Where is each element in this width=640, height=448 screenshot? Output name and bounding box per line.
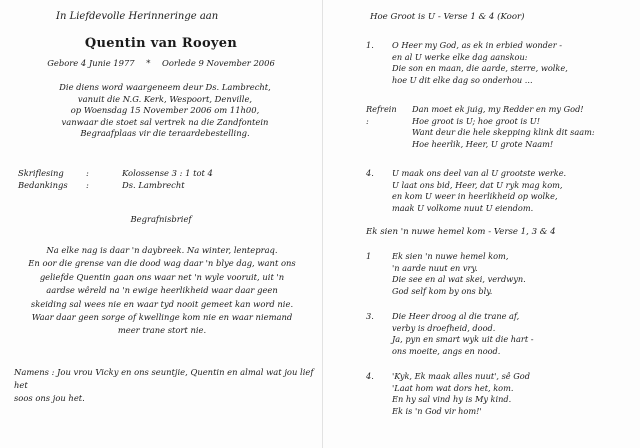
page-fold — [322, 0, 323, 448]
deceased-name: Quentin van Rooyen — [84, 36, 238, 51]
verse-line: U maak ons deel van al U grootste werke. — [392, 168, 567, 178]
family-note — [14, 366, 314, 405]
letter-line: Waar daar geen sorge of kwellinge kom nie en waar niemand — [31, 312, 293, 323]
verse-number: 3. — [366, 311, 374, 321]
service-line: vanuit die N.G. Kerk, Wespoort, Denville, — [77, 93, 253, 104]
verse-line: Die see en al wat skei, verdwyn. — [392, 274, 526, 285]
verse-lines — [392, 168, 566, 214]
letter-line: aardse wêreld na 'n ewige heerlikheid waar daar geen — [46, 285, 278, 296]
note-line: Namens : Jou vrou Vicky en ons seuntjie, Quentin en almal wat jou lief het — [14, 367, 314, 390]
intro-heading: In Liefdevolle Herinneringe aan — [56, 11, 219, 22]
verse-line: hoe U dit elke dag so onderhou ... — [392, 74, 533, 85]
letter-line: meer trane stort nie. — [117, 325, 207, 336]
reading-row — [18, 167, 213, 179]
service-line: Begraafplaas vir die teraardebestelling. — [80, 128, 250, 139]
reading-colon: : — [86, 168, 89, 178]
reading-label: Bedankings — [18, 180, 68, 190]
verse-line: Ek sien 'n nuwe hemel kom, — [392, 251, 509, 261]
hymn-title: Hoe Groot is U - Verse 1 & 4 (Koor) — [370, 12, 525, 22]
letter-line: skeiding sal wees nie en waar tyd nooit gemeet kan word nie. — [30, 298, 294, 309]
verse-line: Hoe groot is U; hoe groot is U! — [412, 115, 540, 126]
reading-label: Skriflesing — [18, 168, 64, 178]
letter-line: geliefde Quentin gaan ons waar net 'n wyle vooruit, uit 'n — [39, 271, 285, 282]
verse-line: maak U volkome nuut U eiendom. — [392, 202, 534, 213]
verse-line: Dan moet ek juig, my Redder en my God! — [412, 104, 584, 114]
verse-line: 'n aarde nuut en vry. — [392, 262, 478, 273]
service-details — [30, 82, 300, 140]
hymn-title: Ek sien 'n nuwe hemel kom - Verse 1, 3 & 4 — [366, 227, 556, 237]
verse-line: Hoe heerlik, Heer, U grote Naam! — [412, 138, 554, 149]
verse-lines — [412, 104, 595, 150]
verse-line: Die Heer droog al die trane af, — [392, 311, 520, 321]
service-line: op Woensdag 15 November 2006 om 11h00, — [70, 105, 260, 116]
letter-line: En oor die grense van die dood wag daar 'n blye dag, want ons — [28, 258, 296, 269]
reading-value: Ds. Lambrecht — [122, 180, 185, 190]
born-date: Gebore 4 Junie 1977 — [47, 58, 135, 68]
date-separator: * — [146, 58, 151, 68]
verse-number: 4. — [366, 371, 374, 381]
verse-line: O Heer my God, as ek in erbied wonder - — [392, 40, 563, 50]
verse-line: U laat ons bid, Heer, dat U ryk mag kom, — [392, 179, 563, 190]
service-line: vanwaar die stoet sal vertrek na die Zandfontein — [61, 116, 269, 127]
verse-lines — [392, 371, 530, 417]
letter-line: Na elke nag is daar 'n daybreek. Na winter, lentepraq. — [46, 245, 278, 255]
verse-line: verby is droefheid, dood. — [392, 322, 496, 333]
verse-lines — [392, 251, 526, 297]
verse-line: Ja, pyn en smart wyk uit die hart - — [392, 334, 534, 345]
verse-line: en kom U weer in heerlikheid op wolke, — [392, 191, 558, 202]
verse-line: 'Laat hom wat dors het, kom. — [392, 382, 514, 393]
verse-line: God self kom by ons bly. — [392, 285, 493, 296]
funeral-letter — [8, 244, 316, 338]
verse-number: 1 — [366, 251, 372, 261]
verse-lines — [392, 40, 568, 86]
verse-number: 4. — [366, 168, 374, 178]
died-date: Oorlede 9 November 2006 — [161, 58, 275, 68]
verse-number: 1. — [366, 40, 374, 50]
reading-value: Kolossense 3 : 1 tot 4 — [122, 168, 213, 178]
reading-row — [18, 179, 213, 191]
note-line: soos ons jou het. — [14, 393, 85, 403]
verse-line: en al U werke elke dag aanskou: — [392, 51, 528, 62]
verse-line: Die son en maan, die aarde, sterre, wolke, — [392, 63, 568, 74]
verse-line: Ek is 'n God vir hom!' — [392, 405, 482, 416]
service-line: Die diens word waargeneem deur Ds. Lambrecht, — [59, 82, 271, 92]
life-dates — [0, 58, 322, 68]
verse-line: 'Kyk, Ek maak alles nuut', sê God — [392, 371, 530, 381]
letter-title: Begrafnisbrief — [130, 214, 192, 224]
readings-list — [18, 167, 213, 191]
verse-line: En hy sal vind hy is My kind. — [392, 394, 512, 405]
verse-line: ons moeite, angs en nood. — [392, 345, 501, 356]
reading-colon: : — [86, 180, 89, 190]
verse-lines — [392, 311, 534, 357]
verse-line: Want deur die hele skepping klink dit saam: — [412, 127, 595, 138]
refrain-label: Refrein : — [366, 104, 397, 126]
